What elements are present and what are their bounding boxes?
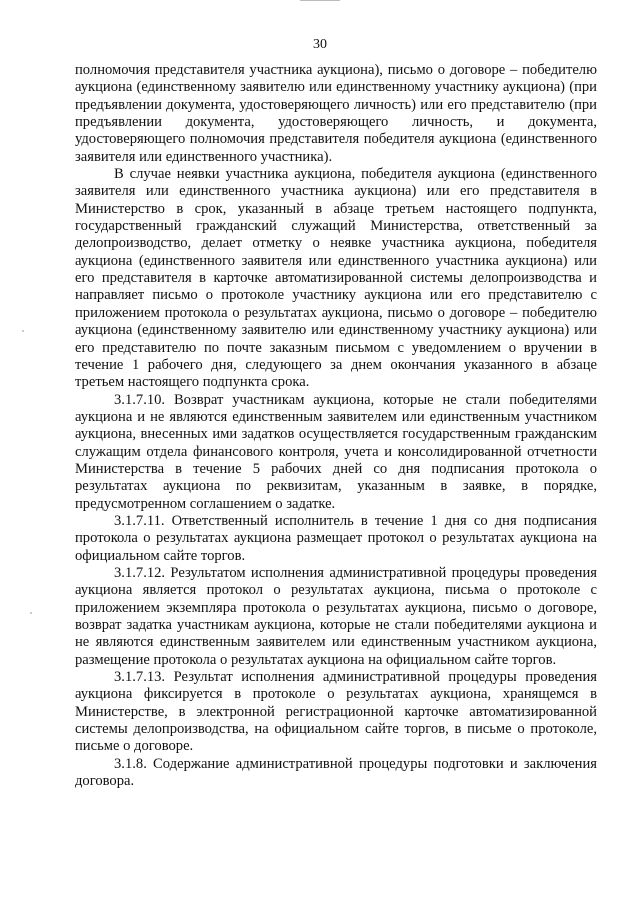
paragraph-3-1-7-11: 3.1.7.11. Ответственный исполнитель в течение 1 дня со дня подписания протокола о результатах аукциона размещает протокол о результатах аукциона на официальном сайте торгов. [75, 512, 597, 564]
scan-speck [30, 612, 32, 614]
paragraph-3-1-7-10: 3.1.7.10. Возврат участникам аукциона, которые не стали победителями аукциона и не являются единственным заявителем или единственным участником аукциона, внесенных ими задатков осуществляется государственным гражданским служащим отдела финансового контроля, учета и консолидированной отчетности Министерства в течение 5 рабочих дней со дня подписания протокола о результатах аукциона по реквизитам, указанным в заявке, в порядке, предусмотренном соглашением о задатке. [75, 391, 597, 512]
paragraph-3-1-7-13: 3.1.7.13. Результат исполнения административной процедуры проведения аукциона фиксируется в протоколе о результатах аукциона, хранящемся в Министерстве, в электронной регистрационной карточке автоматизированной системы делопроизводства, на официальном сайте торгов, в письме о протоколе, письме о договоре. [75, 669, 597, 755]
paragraph-3-1-8: 3.1.8. Содержание административной процедуры подготовки и заключения договора. [75, 755, 597, 790]
scan-edge-mark [300, 0, 340, 5]
document-body [75, 62, 597, 790]
paragraph-continuation: полномочия представителя участника аукциона), письмо о договоре – победителю аукциона (единственному заявителю или единственному участнику аукциона) (при предъявлении документа, удостоверяющего личность) или его представителю (при предъявлении документа, удостоверяющего личность, и документа, удостоверяющего полномочия представителя победителя аукциона (единственного заявителя или единственного участника). [75, 62, 597, 165]
paragraph-nonappearance: В случае неявки участника аукциона, победителя аукциона (единственного заявителя или единственного участника аукциона) или его представителя в Министерство в срок, указанный в абзаце третьем настоящего подпункта, государственный гражданский служащий Министерства, ответственный за делопроизводство, делает отметку о неявке участника аукциона, победителя аукциона (единственного заявителя или единственного участника аукциона) или его представителя в карточке автоматизированной системы делопроизводства и направляет письмо о протоколе участнику аукциона или его представителю с приложением протокола о результатах аукциона, письмо о договоре – победителю аукциона (единственному заявителю или единственному участнику аукциона) или его представителю по почте заказным письмом с уведомлением о вручении в течение 1 рабочего дня, следующего за днем окончания указанного в абзаце третьем настоящего подпункта срока. [75, 166, 597, 391]
page-number: 30 [313, 37, 327, 52]
paragraph-3-1-7-12: 3.1.7.12. Результатом исполнения административной процедуры проведения аукциона является протокол о результатах аукциона, письма о протоколе с приложением экземпляра протокола о результатах аукциона, письмо о договоре, возврат задатка участникам аукциона, которые не стали победителями аукциона и не являются единственным заявителем или единственным участником аукциона, размещение протокола о результатах аукциона на официальном сайте торгов. [75, 564, 597, 668]
scan-speck [22, 330, 24, 332]
